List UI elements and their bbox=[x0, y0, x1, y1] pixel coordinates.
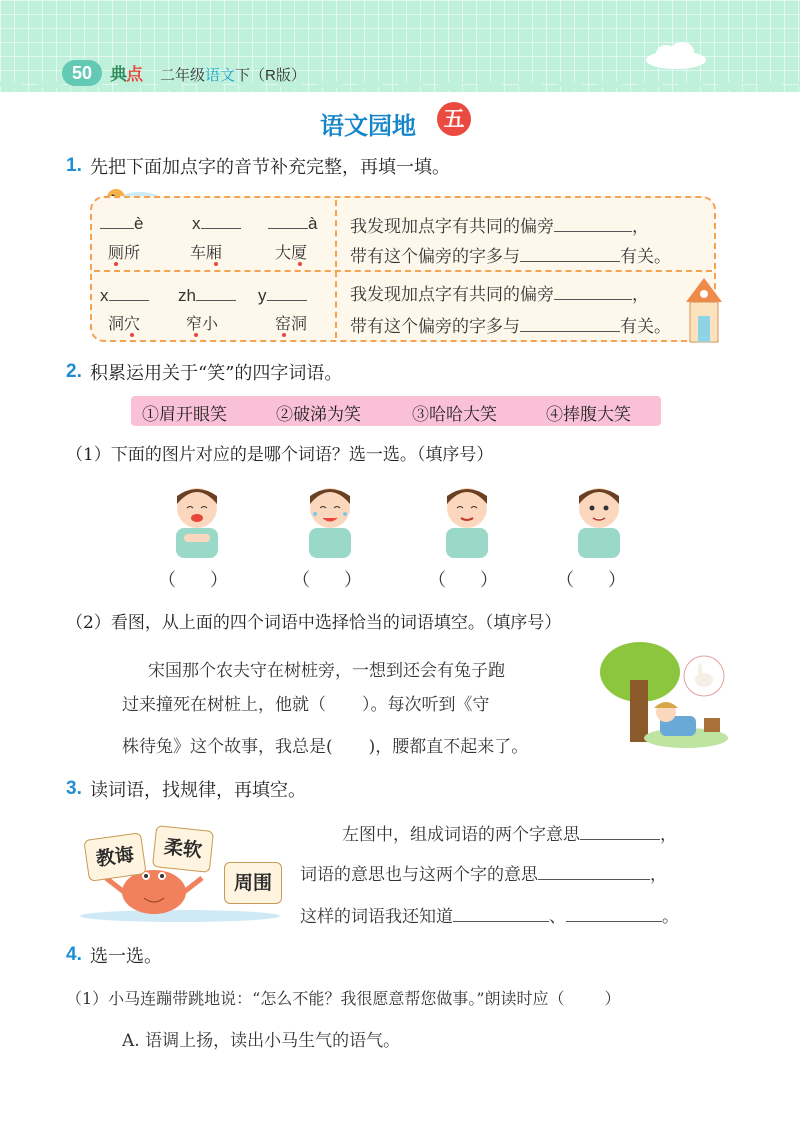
emphasis-dot bbox=[114, 262, 118, 266]
q1-number: 1. bbox=[66, 155, 82, 176]
answer-paren[interactable]: （ ） bbox=[428, 570, 498, 591]
emphasis-dot bbox=[282, 333, 286, 337]
house-icon bbox=[682, 272, 726, 344]
emphasis-dot bbox=[130, 333, 134, 337]
crying-smiling-boy-image bbox=[293, 478, 367, 558]
q2-sub1: （1）下面的图片对应的是哪个词语？选一选。（填序号） bbox=[66, 445, 494, 465]
q3-line3: 这样的词语我还知道 、 。 bbox=[300, 907, 679, 927]
page-title: 语文园地 bbox=[320, 112, 416, 140]
q2-number: 2. bbox=[66, 361, 82, 382]
q4-sub1: （1）小马连蹦带跳地说：“怎么不能？我很愿意帮您做事。”朗读时应（ ） bbox=[66, 989, 621, 1008]
word: 大厦 bbox=[275, 243, 308, 262]
word: 窄小 bbox=[186, 314, 219, 333]
q4-number: 4. bbox=[66, 944, 82, 965]
answer-blank[interactable] bbox=[566, 905, 662, 922]
cloud-icon bbox=[636, 40, 716, 70]
story-line: 株待兔》这个故事，我总是( )，腰都直不起来了。 bbox=[122, 737, 529, 757]
brand-logo: 典点 bbox=[110, 65, 142, 84]
title-badge: 五 bbox=[437, 102, 471, 136]
q1-row2-line2: 带有这个偏旁的字多与 有关。 bbox=[350, 317, 671, 337]
story-line: 宋国那个农夫守在树桩旁，一想到还会有兔子跑 bbox=[148, 661, 505, 681]
q1-row1-line2: 带有这个偏旁的字多与 有关。 bbox=[350, 247, 671, 267]
q1-row2-line1: 我发现加点字有共同的偏旁 ， bbox=[350, 285, 649, 305]
answer-blank[interactable] bbox=[453, 905, 549, 922]
word: 窑洞 bbox=[275, 314, 308, 333]
pinyin-blank[interactable]: y bbox=[258, 284, 307, 306]
answer-paren[interactable]: （ ） bbox=[158, 570, 228, 591]
farmer-tree-image bbox=[600, 640, 730, 752]
header-subtitle: 二年级语文下（R版） bbox=[160, 67, 306, 84]
emphasis-dot bbox=[194, 333, 198, 337]
answer-blank[interactable] bbox=[554, 283, 632, 300]
answer-blank[interactable] bbox=[580, 823, 660, 840]
answer-blank[interactable] bbox=[538, 863, 650, 880]
q1-row1-line1: 我发现加点字有共同的偏旁 ， bbox=[350, 217, 649, 237]
q2-prompt: 积累运用关于“笑”的四字词语。 bbox=[90, 363, 343, 384]
q3-number: 3. bbox=[66, 778, 82, 799]
pinyin-blank[interactable]: x bbox=[100, 284, 149, 306]
pinyin-blank[interactable]: x bbox=[192, 212, 241, 234]
q3-prompt: 读词语，找规律，再填空。 bbox=[90, 780, 306, 801]
q1-prompt: 先把下面加点字的音节补充完整，再填一填。 bbox=[90, 157, 450, 178]
word: 厕所 bbox=[108, 243, 141, 262]
pinyin-blank[interactable]: è bbox=[100, 212, 143, 234]
q4-prompt: 选一选。 bbox=[90, 946, 162, 967]
word-card: 柔软 bbox=[152, 825, 214, 873]
laughing-boy-image bbox=[160, 478, 234, 558]
answer-paren[interactable]: （ ） bbox=[292, 570, 362, 591]
emphasis-dot bbox=[298, 262, 302, 266]
pinyin-blank[interactable]: à bbox=[268, 212, 317, 234]
divider bbox=[94, 270, 712, 272]
idiom: ②破涕为笑 bbox=[276, 405, 361, 425]
grinning-boy-image bbox=[562, 478, 636, 558]
answer-blank[interactable] bbox=[554, 215, 632, 232]
word-card: 周围 bbox=[224, 862, 282, 904]
q4-option-a[interactable]: A. 语调上扬，读出小马生气的语气。 bbox=[122, 1031, 401, 1051]
smiling-boy-image bbox=[430, 478, 504, 558]
emphasis-dot bbox=[214, 262, 218, 266]
idiom: ①眉开眼笑 bbox=[142, 405, 227, 425]
answer-blank[interactable] bbox=[520, 315, 620, 332]
idiom: ③哈哈大笑 bbox=[412, 405, 497, 425]
page-number: 50 bbox=[62, 60, 102, 86]
word: 车厢 bbox=[190, 243, 223, 262]
word: 洞穴 bbox=[108, 314, 141, 333]
idiom: ④捧腹大笑 bbox=[546, 405, 631, 425]
pinyin-blank[interactable]: zh bbox=[178, 284, 236, 306]
story-line: 过来撞死在树桩上，他就（ ）。每次听到《守 bbox=[122, 695, 490, 715]
answer-blank[interactable] bbox=[520, 245, 620, 262]
q2-sub2: （2）看图，从上面的四个词语中选择恰当的词语填空。（填序号） bbox=[66, 613, 562, 633]
answer-paren[interactable]: （ ） bbox=[556, 570, 626, 591]
q3-line1: 左图中，组成词语的两个字意思 ， bbox=[342, 825, 677, 845]
word-card: 教诲 bbox=[83, 832, 146, 882]
q3-line2: 词语的意思也与这两个字的意思 ， bbox=[300, 865, 667, 885]
divider bbox=[335, 200, 337, 338]
